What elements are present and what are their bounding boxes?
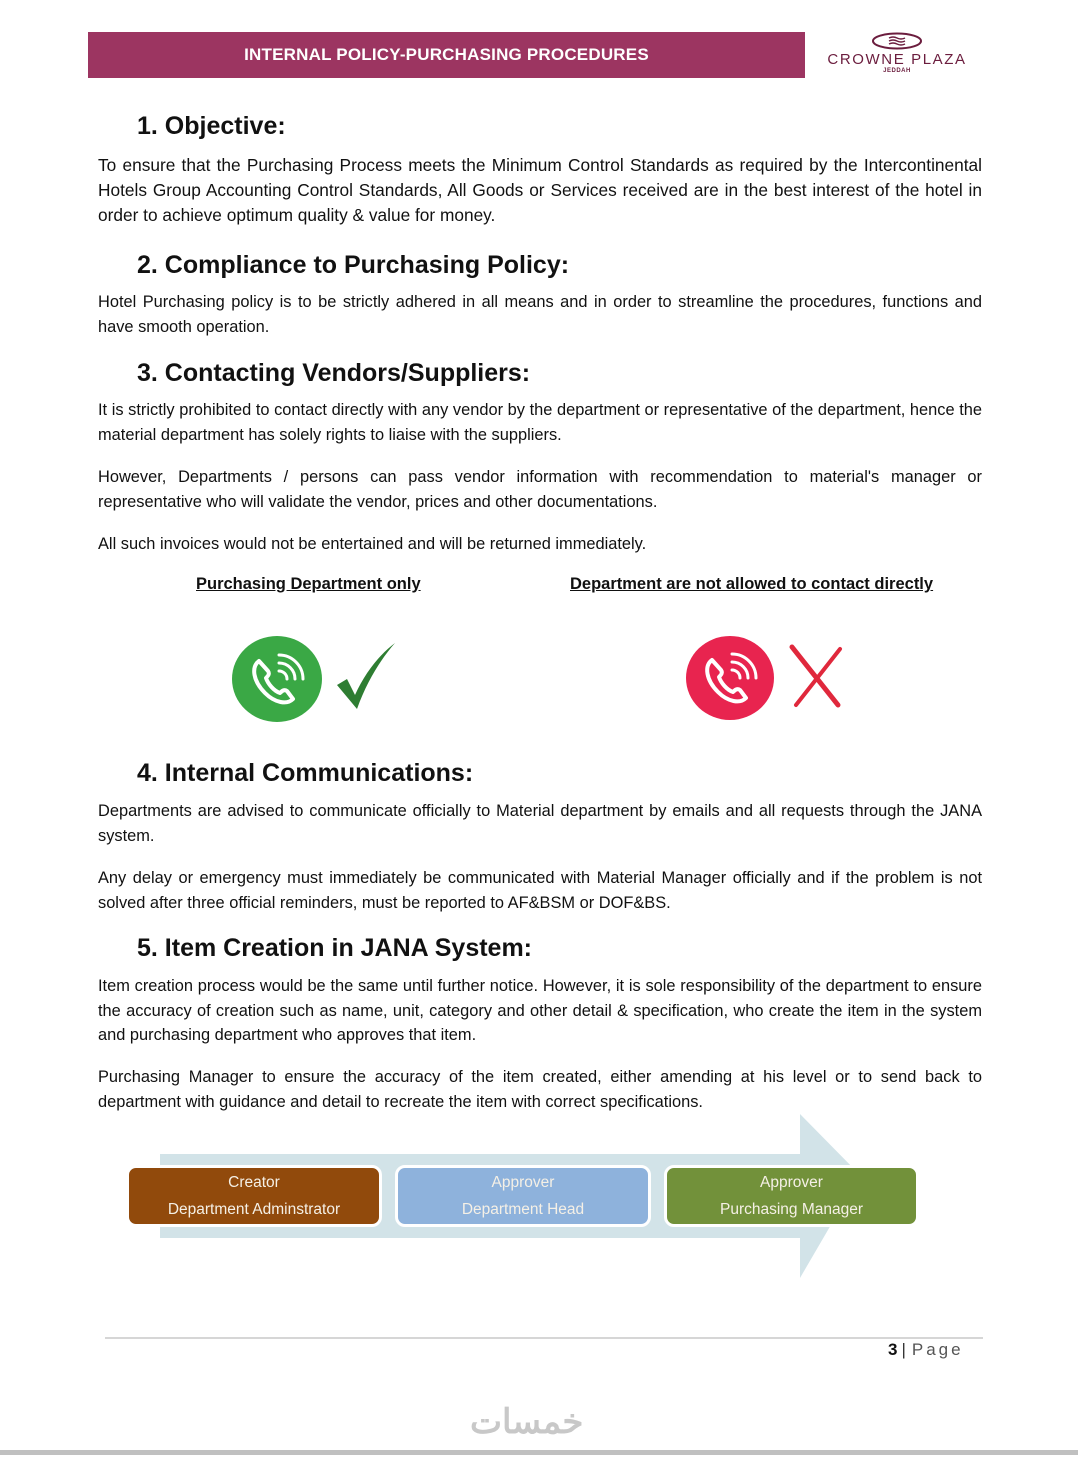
bottom-border bbox=[0, 1450, 1078, 1455]
communications-paragraph-1: Departments are advised to communicate officially to Material department by emails and all requests through the JANA system. bbox=[98, 802, 982, 845]
section-heading-item-creation: 5. Item Creation in JANA System: bbox=[137, 934, 533, 962]
workflow-step-purchasing-manager bbox=[664, 1165, 919, 1227]
page-separator: | bbox=[901, 1340, 906, 1359]
logo-city: JEDDAH bbox=[883, 68, 911, 74]
vendors-paragraph-3: All such invoices would not be entertained and will be returned immediately. bbox=[98, 535, 647, 553]
compliance-paragraph: Hotel Purchasing policy is to be strictly adhered in all means and in order to streamline the procedures, functions and have smooth operation. bbox=[98, 293, 982, 336]
phone-prohibited-icon bbox=[685, 635, 775, 721]
watermark: خمسات bbox=[470, 1403, 584, 1441]
document-title: INTERNAL POLICY-PURCHASING PROCEDURES bbox=[244, 45, 649, 64]
workflow-step-title: Department Adminstrator bbox=[167, 1201, 341, 1218]
footer-divider bbox=[105, 1337, 983, 1339]
section-heading-contacting-vendors: 3. Contacting Vendors/Suppliers: bbox=[137, 359, 531, 387]
phone-allowed-icon bbox=[231, 635, 323, 723]
page-label: Page bbox=[911, 1340, 964, 1359]
section-heading-compliance: 2. Compliance to Purchasing Policy: bbox=[137, 251, 570, 279]
vendors-paragraph-2: However, Departments / persons can pass vendor information with recommendation to material's manager or representative who will validate the vendor, prices and other documentations. bbox=[98, 468, 982, 511]
communications-paragraph-2: Any delay or emergency must immediately be communicated with Material Manager officially and if the problem is not solved after three official reminders, must be reported to AF&BSM or DOF&BS. bbox=[98, 869, 982, 912]
workflow-step-department-head bbox=[395, 1165, 651, 1227]
logo-brand-name: CROWNE PLAZA bbox=[827, 51, 967, 68]
workflow-step-title: Department Head bbox=[461, 1201, 585, 1218]
checkmark-icon bbox=[335, 641, 397, 713]
workflow-step-role: Approver bbox=[760, 1174, 823, 1191]
item-creation-paragraph-2: Purchasing Manager to ensure the accuracy of the item created, either amending at his level or to send back to department with guidance and detail to recreate the item with correct specifications. bbox=[98, 1068, 982, 1111]
workflow-step-creator bbox=[126, 1165, 382, 1227]
allowed-contact-label: Purchasing Department only bbox=[196, 575, 421, 593]
crowne-plaza-logo bbox=[812, 30, 982, 86]
section-heading-internal-communications: 4. Internal Communications: bbox=[137, 759, 474, 787]
vendors-paragraph-1: It is strictly prohibited to contact directly with any vendor by the department or representative of the department, hence the material department has solely rights to liaise with the suppliers. bbox=[98, 401, 982, 444]
workflow-step-role: Creator bbox=[228, 1174, 280, 1191]
objective-paragraph: To ensure that the Purchasing Process meets the Minimum Control Standards as required by the Intercontinental Hotels Group Accounting Control Standards, All Goods or Services received are in the best interest of the hotel in order to achieve optimum quality & value for money. bbox=[98, 155, 982, 225]
page-number bbox=[888, 1340, 964, 1360]
cross-icon bbox=[788, 643, 844, 709]
prohibited-contact-label: Department are not allowed to contact directly bbox=[570, 575, 934, 593]
page-number-value: 3 bbox=[888, 1340, 898, 1359]
crowne-plaza-emblem-icon bbox=[871, 32, 923, 50]
item-creation-paragraph-1: Item creation process would be the same until further notice. However, it is sole responsibility of the department to ensure the accuracy of creation such as name, unit, category and other detail & specification, who create the item in the system and purchasing department who approves that item. bbox=[98, 977, 982, 1044]
header-bar bbox=[88, 32, 805, 78]
workflow-step-title: Purchasing Manager bbox=[719, 1201, 864, 1218]
workflow-step-role: Approver bbox=[491, 1174, 555, 1191]
section-heading-objective: 1. Objective: bbox=[137, 112, 286, 140]
